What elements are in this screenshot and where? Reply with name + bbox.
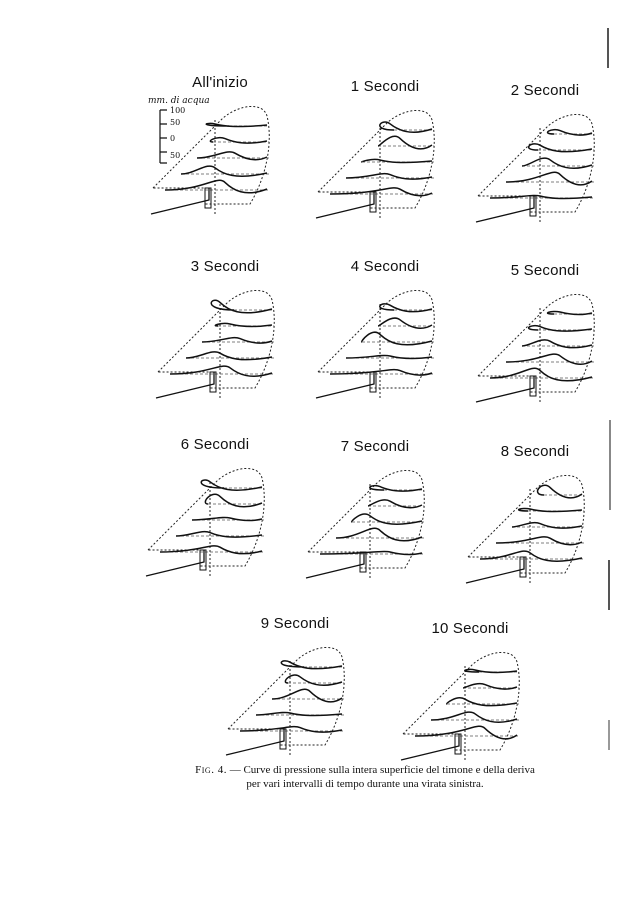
hull-line <box>476 196 534 222</box>
pressure-curve <box>465 669 517 672</box>
rudder-diagram <box>220 637 370 767</box>
rudder-diagram <box>470 104 620 234</box>
pressure-curve <box>181 166 267 176</box>
pressure-curve <box>160 546 262 554</box>
panel-title: 4 Secondi <box>350 258 420 275</box>
pressure-panel <box>300 438 450 593</box>
panel-title: 1 Secondi <box>350 78 420 95</box>
scale-title: mm. di acqua <box>148 96 210 106</box>
panel-title: 10 Secondi <box>431 620 509 637</box>
pressure-curve <box>522 340 592 348</box>
pressure-curve <box>431 712 517 722</box>
pressure-curve <box>506 354 592 364</box>
pressure-panel <box>140 436 290 591</box>
pressure-curve <box>378 136 432 149</box>
panel-title: All'inizio <box>192 74 248 91</box>
hull-line <box>466 557 524 583</box>
pressure-panel <box>470 262 620 417</box>
pressure-curve <box>330 188 432 196</box>
panel-title: 7 Secondi <box>340 438 410 455</box>
rudder-diagram <box>150 280 300 410</box>
pressure-curve <box>368 500 422 508</box>
rudder-diagram <box>300 460 450 590</box>
pressure-panel <box>145 74 295 229</box>
pressure-curve <box>380 122 432 132</box>
pressure-panel <box>470 82 620 237</box>
hull-line <box>316 372 374 398</box>
pressure-curve <box>378 318 432 328</box>
hull-line <box>146 550 204 576</box>
pressure-curve <box>211 300 272 313</box>
pressure-curve <box>272 689 342 702</box>
pressure-panel <box>460 443 610 598</box>
panel-title: 8 Secondi <box>500 443 570 460</box>
pressure-curve <box>197 152 267 160</box>
rudder-diagram <box>310 100 460 230</box>
pressure-curve <box>186 352 272 360</box>
pressure-curve <box>538 485 582 498</box>
rudder-stock <box>360 552 366 572</box>
figure-caption <box>150 763 580 791</box>
pressure-curve <box>336 528 422 541</box>
rudder-stock <box>205 188 211 208</box>
hull-line <box>226 729 284 755</box>
pressure-curve <box>480 551 582 561</box>
rudder-diagram <box>310 280 460 410</box>
scale-tick: 100 <box>170 106 186 115</box>
rudder-diagram <box>145 96 295 226</box>
pressure-curve <box>415 726 517 739</box>
pressure-curve <box>362 332 432 345</box>
panel-title: 5 Secondi <box>510 262 580 279</box>
panel-title: 6 Secondi <box>180 436 250 453</box>
pressure-panel <box>310 78 460 233</box>
rudder-stock <box>370 372 376 392</box>
rudder-diagram <box>460 465 610 595</box>
margin-mark <box>607 28 609 68</box>
hull-line <box>401 734 459 760</box>
pressure-panel <box>220 615 370 770</box>
hull-line <box>476 376 534 402</box>
rudder-stock <box>520 557 526 577</box>
pressure-curve <box>201 480 262 490</box>
caption-line: — Curve di pressione sulla intera superficie del timone e della deriva <box>229 764 535 776</box>
pressure-panel <box>395 620 545 775</box>
pressure-curve <box>170 366 272 376</box>
scale-tick: 50 <box>170 151 181 160</box>
figure-label: Fig. 4. <box>195 764 227 776</box>
rudder-diagram <box>140 458 290 588</box>
rudder-stock <box>210 372 216 392</box>
hull-line <box>316 192 374 218</box>
rudder-diagram <box>395 642 545 772</box>
pressure-curve <box>380 304 432 312</box>
pressure-curve <box>285 675 342 685</box>
hull-line <box>151 188 209 214</box>
pressure-curve <box>529 144 592 152</box>
pressure-curve <box>165 180 267 193</box>
rudder-stock <box>280 729 286 749</box>
panel-title: 3 Secondi <box>190 258 260 275</box>
margin-mark <box>608 720 610 750</box>
panel-title: 9 Secondi <box>260 615 330 632</box>
rudder-stock <box>370 192 376 212</box>
pressure-panel <box>310 258 460 413</box>
scale-tick: 0 <box>170 134 176 143</box>
rudder-stock <box>200 550 206 570</box>
scale-tick: 50 <box>170 118 181 127</box>
rudder-stock <box>530 196 536 216</box>
pressure-curve <box>447 698 517 706</box>
pressure-curve <box>522 158 592 168</box>
hull-line <box>306 552 364 578</box>
pressure-curve <box>205 494 262 507</box>
rudder-stock <box>530 376 536 396</box>
rudder-diagram <box>470 284 620 414</box>
pressure-curve <box>506 172 592 185</box>
pressure-curve <box>490 368 592 381</box>
pressure-curve <box>281 661 342 669</box>
hull-line <box>156 372 214 398</box>
caption-line: per vari intervalli di tempo durante una virata sinistra. <box>246 778 484 790</box>
pressure-curve <box>496 537 582 545</box>
pressure-curve <box>370 486 422 491</box>
pressure-panel <box>150 258 300 413</box>
rudder-stock <box>455 734 461 754</box>
panel-title: 2 Secondi <box>510 82 580 99</box>
pressure-curve <box>352 514 422 524</box>
